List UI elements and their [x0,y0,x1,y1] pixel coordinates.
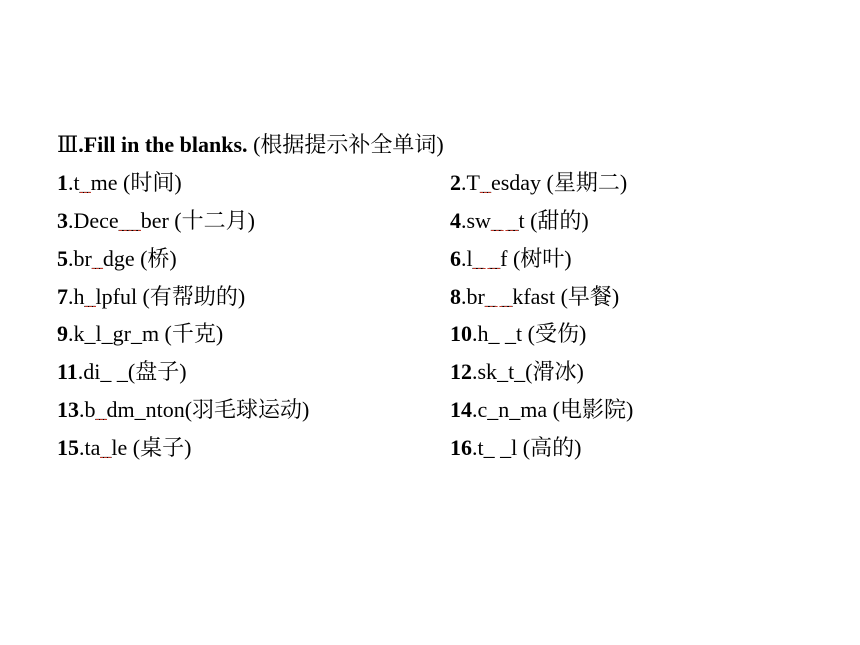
heading-title: .Fill in the blanks. [78,132,248,157]
item-number: 4 [450,208,461,233]
item-suffix: esday (星期二) [490,170,628,195]
exercise-item-8 [450,283,619,311]
item-number: 16 [450,435,472,460]
item-prefix: .Dece [68,208,119,233]
item-prefix: .h [472,321,489,346]
exercise-item-3 [57,207,255,235]
item-blank: _ _ [483,435,512,460]
item-prefix: .b [79,397,96,422]
exercise-item-1 [57,169,182,197]
item-number: 1 [57,170,68,195]
item-blank: _ _ [484,284,513,309]
item-prefix: .ta [79,435,101,460]
exercise-item-7 [57,283,245,311]
item-blank: _ [79,170,91,195]
item-prefix: .di [77,359,101,384]
exercise-item-4 [450,207,589,235]
item-suffix: le (桌子) [111,435,192,460]
item-suffix: t_(滑冰) [508,359,584,384]
exercise-item-14 [450,396,633,424]
item-number: 15 [57,435,79,460]
exercise-item-12 [450,358,584,386]
item-suffix: t (受伤) [516,321,587,346]
item-prefix: .sk [472,359,498,384]
exercise-item-15 [57,434,191,462]
item-prefix: .t [68,170,80,195]
exercise-item-11 [57,358,187,386]
item-number: 8 [450,284,461,309]
item-number: 12 [450,359,472,384]
item-prefix: .br [461,284,485,309]
section-roman-numeral: Ⅲ [57,132,79,157]
item-suffix: (盘子) [127,359,187,384]
item-number: 7 [57,284,68,309]
item-number: 5 [57,246,68,271]
item-blank: _ _ [100,359,128,384]
item-number: 6 [450,246,461,271]
exercise-heading [57,131,444,159]
item-blank: _ [100,435,112,460]
item-number: 3 [57,208,68,233]
item-prefix: .l [461,246,473,271]
exercise-item-2 [450,169,627,197]
heading-hint: (根据提示补全单词) [247,132,444,157]
item-blank: _ [95,397,107,422]
item-suffix: ber (十二月) [140,208,255,233]
item-suffix: dge (桥) [102,246,177,271]
item-blank: _ [479,170,491,195]
exercise-item-10 [450,320,586,348]
item-suffix: kfast (早餐) [512,284,620,309]
item-blank: _ [487,397,499,422]
item-suffix: n_ma (电影院) [498,397,634,422]
exercise-item-16 [450,434,581,462]
exercise-item-9 [57,320,223,348]
exercise-item-6 [450,245,572,273]
item-blank: _ _ [488,321,516,346]
item-prefix: .T [461,170,480,195]
item-blank: _ _ [472,246,501,271]
item-number: 13 [57,397,79,422]
item-suffix: t (甜的) [518,208,589,233]
item-blank: _ [497,359,509,384]
item-prefix: .br [68,246,92,271]
item-blank: _ [91,246,103,271]
exercise-item-13 [57,396,309,424]
item-number: 9 [57,321,68,346]
item-suffix: l_gr_m (千克) [95,321,224,346]
item-suffix: f (树叶) [500,246,572,271]
item-suffix: lpful (有帮助的) [95,284,246,309]
item-prefix: .k [68,321,85,346]
item-blank: _ _ [490,208,519,233]
item-blank: _ [84,321,96,346]
item-blank: __ [118,208,141,233]
item-number: 10 [450,321,472,346]
item-prefix: .h [68,284,85,309]
item-suffix: me (时间) [90,170,182,195]
exercise-item-5 [57,245,177,273]
item-number: 14 [450,397,472,422]
item-suffix: dm_nton(羽毛球运动) [106,397,310,422]
item-blank: _ [84,284,96,309]
item-prefix: .sw [461,208,491,233]
item-number: 11 [57,359,78,384]
item-prefix: .t [472,435,484,460]
item-suffix: l (高的) [511,435,582,460]
item-number: 2 [450,170,461,195]
item-prefix: .c [472,397,488,422]
